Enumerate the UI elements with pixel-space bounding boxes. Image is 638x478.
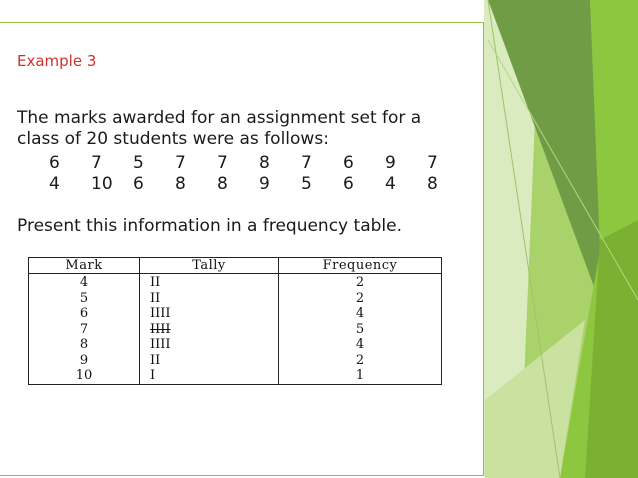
mark-value: 7 <box>91 153 102 173</box>
header-mark: Mark <box>29 258 140 274</box>
cell-mark: 8 <box>29 337 140 353</box>
cell-frequency: 5 <box>279 322 442 338</box>
cell-mark: 9 <box>29 353 140 369</box>
mark-value: 7 <box>175 153 186 173</box>
table-row <box>29 322 442 338</box>
table-row <box>29 353 442 369</box>
cell-frequency: 2 <box>279 291 442 307</box>
header-frequency: Frequency <box>279 258 442 274</box>
mark-value: 8 <box>217 174 228 194</box>
cell-tally: I <box>140 368 279 384</box>
mark-value: 8 <box>175 174 186 194</box>
table-row <box>29 337 442 353</box>
mark-value: 8 <box>259 153 270 173</box>
cell-frequency: 2 <box>279 353 442 369</box>
content-frame <box>0 22 484 476</box>
mark-value: 7 <box>301 153 312 173</box>
table-row <box>29 368 442 384</box>
header-tally: Tally <box>140 258 279 274</box>
cell-mark: 4 <box>29 274 140 291</box>
cell-frequency: 4 <box>279 337 442 353</box>
table-row <box>29 274 442 291</box>
cell-frequency: 2 <box>279 274 442 291</box>
cell-tally: IIII <box>140 337 279 353</box>
mark-value: 6 <box>343 174 354 194</box>
table-row <box>29 306 442 322</box>
cell-mark: 5 <box>29 291 140 307</box>
mark-value: 7 <box>217 153 228 173</box>
cell-tally: II <box>140 353 279 369</box>
mark-value: 8 <box>427 174 438 194</box>
mark-value: 9 <box>259 174 270 194</box>
frequency-table <box>28 257 442 385</box>
mark-value: 10 <box>91 174 113 194</box>
mark-value: 6 <box>343 153 354 173</box>
mark-value: 5 <box>133 153 144 173</box>
cell-tally-gate: IIII <box>140 322 279 338</box>
mark-value: 6 <box>49 153 60 173</box>
cell-frequency: 1 <box>279 368 442 384</box>
cell-mark: 6 <box>29 306 140 322</box>
example-title: Example 3 <box>17 52 97 70</box>
cell-mark: 7 <box>29 322 140 338</box>
task-text: Present this information in a frequency table. <box>17 216 402 236</box>
table-header-row <box>29 258 442 274</box>
cell-tally: IIII <box>140 306 279 322</box>
cell-tally: II <box>140 291 279 307</box>
mark-value: 7 <box>427 153 438 173</box>
table-row <box>29 291 442 307</box>
cell-tally: II <box>140 274 279 291</box>
cell-frequency: 4 <box>279 306 442 322</box>
cell-mark: 10 <box>29 368 140 384</box>
mark-value: 6 <box>133 174 144 194</box>
mark-value: 9 <box>385 153 396 173</box>
mark-value: 5 <box>301 174 312 194</box>
mark-value: 4 <box>49 174 60 194</box>
intro-text: The marks awarded for an assignment set for a class of 20 students were as follows: <box>17 108 422 149</box>
mark-value: 4 <box>385 174 396 194</box>
